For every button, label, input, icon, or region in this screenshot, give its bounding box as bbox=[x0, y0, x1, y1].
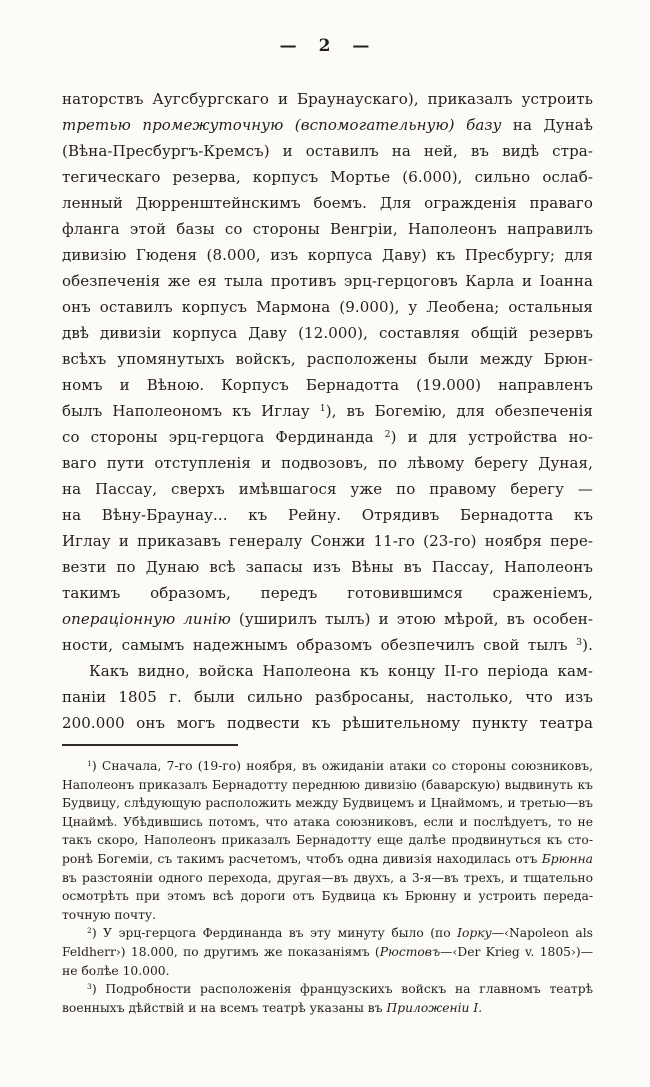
text-segment: тегическаго резерва, корпусъ Мортье (6.000), сильно ослаб- bbox=[62, 168, 593, 186]
text-segment: фланга этой базы со стороны Венгріи, Наполеонъ направилъ bbox=[62, 220, 593, 238]
body-text-line bbox=[62, 112, 593, 138]
footnote-line bbox=[62, 962, 593, 981]
body-text-line bbox=[62, 528, 593, 554]
text-segment: Наполеонъ приказалъ Бернадотту переднюю дивизію (баварскую) выдвинуть къ bbox=[62, 777, 593, 792]
text-segment: наторствъ Аугсбургскаго и Браунаускаго), приказалъ устроить bbox=[62, 90, 593, 108]
text-segment: такъ скоро, Наполеонъ приказалъ Бернадотту еще далѣе продвинуться къ сто- bbox=[62, 833, 593, 848]
footnote-line bbox=[62, 906, 593, 925]
text-segment: ). bbox=[582, 636, 593, 654]
text-segment: дивизію Гюденя (8.000, изъ корпуса Даву) къ Пресбургу; для bbox=[62, 246, 593, 264]
text-segment: (уширилъ тылъ) и этою мѣрой, въ особен- bbox=[230, 610, 593, 628]
text-segment: Иглау и приказавъ генералу Сонжи 11-го (23-го) ноября пере- bbox=[62, 532, 593, 550]
text-segment: ленный Дюрренштейнскимъ боемъ. Для огражденія праваго bbox=[62, 194, 593, 212]
text-segment: онъ оставилъ корпусъ Мармона (9.000), у Леобена; остальныя bbox=[62, 298, 593, 316]
text-segment: былъ Наполеономъ къ Иглау bbox=[62, 402, 320, 420]
body-text-line bbox=[62, 164, 593, 190]
text-segment: везти по Дунаю всѣ запасы изъ Вѣны въ Пассау, Наполеонъ bbox=[62, 558, 593, 576]
text-segment: обезпеченія же ея тыла противъ эрц-герцоговъ Карла и Іоанна bbox=[62, 272, 593, 290]
text-segment: Іорку bbox=[457, 926, 492, 941]
body-text-line bbox=[62, 242, 593, 268]
text-segment: 200.000 онъ могъ подвести къ рѣшительному пункту театра bbox=[62, 714, 593, 732]
body-text-line bbox=[62, 346, 593, 372]
body-text-line bbox=[62, 606, 593, 632]
footnote-line bbox=[62, 813, 593, 832]
text-segment: военныхъ дѣйствій и на всемъ театрѣ указаны въ bbox=[62, 1000, 387, 1015]
body-text-line bbox=[62, 710, 593, 736]
footnote-reference: 1 bbox=[87, 758, 92, 768]
text-segment: точную почту. bbox=[62, 907, 157, 922]
text-segment: на Пассау, сверхъ имѣвшагося уже по правому берегу — bbox=[62, 480, 593, 498]
body-text-line bbox=[62, 424, 593, 450]
text-segment: ронѣ Богеміи, съ такимъ расчетомъ, чтобъ одна дивизія находилась отъ bbox=[62, 851, 542, 866]
body-text-line bbox=[62, 580, 593, 606]
body-text-line bbox=[62, 216, 593, 242]
text-segment: (Вѣна-Пресбургъ-Кремсъ) и оставилъ на ней, въ видѣ стра- bbox=[62, 142, 593, 160]
footnote-line bbox=[62, 999, 593, 1018]
footnote-line bbox=[62, 757, 593, 776]
text-segment: ваго пути отступленія и подвозовъ, по лѣвому берегу Дуная, bbox=[62, 454, 593, 472]
text-segment: Приложеніи I. bbox=[386, 1000, 483, 1015]
page-number: — 2 — bbox=[279, 36, 371, 56]
text-segment: ) и для устройства но- bbox=[390, 428, 593, 446]
text-segment: ) У эрц-герцога Фердинанда въ эту минуту было (по bbox=[91, 926, 458, 941]
footnote-reference: 3 bbox=[576, 636, 583, 648]
text-segment: на Вѣну-Браунау... къ Рейну. Отрядивъ Бернадотта къ bbox=[62, 506, 593, 524]
body-text-line bbox=[62, 320, 593, 346]
text-segment: ности, самымъ надежнымъ образомъ обезпечилъ свой тылъ bbox=[62, 636, 577, 654]
text-segment: операціонную линію bbox=[62, 610, 231, 628]
body-text-line bbox=[62, 554, 593, 580]
text-segment: такимъ образомъ, передъ готовившимся сраженіемъ, bbox=[62, 584, 593, 602]
text-segment: осмотрѣть при этомъ всѣ дороги отъ Будвица къ Брюнну и устроить переда- bbox=[62, 889, 593, 904]
text-segment: Цнаймѣ. Убѣдившись потомъ, что атака союзниковъ, если и послѣдуетъ, то не bbox=[62, 814, 593, 829]
body-text-line bbox=[62, 450, 593, 476]
text-segment: —‹Der Krieg v. 1805›)— bbox=[440, 944, 593, 959]
footnote-line bbox=[62, 887, 593, 906]
text-segment: —‹Napoleon als bbox=[491, 926, 593, 941]
body-text-line bbox=[62, 632, 593, 658]
footnote-reference: 3 bbox=[87, 981, 92, 991]
text-segment: не болѣе 10.000. bbox=[62, 963, 170, 978]
text-segment: третью промежуточную (вспомогательную) базу bbox=[62, 116, 502, 134]
body-text-line bbox=[62, 86, 593, 112]
text-segment: Брюнна bbox=[541, 851, 593, 866]
body-text-line bbox=[62, 372, 593, 398]
body-text-line bbox=[62, 190, 593, 216]
footnote-reference: 1 bbox=[319, 402, 326, 414]
footnote-line bbox=[62, 831, 593, 850]
text-segment: Feldherr›) 18.000, по другимъ же показаніямъ ( bbox=[62, 944, 380, 959]
footnote-line bbox=[62, 794, 593, 813]
body-text-line bbox=[62, 268, 593, 294]
text-segment: въ разстояніи одного перехода, другая—въ двухъ, а 3-я—въ трехъ, и тщательно bbox=[62, 870, 593, 885]
body-text-line bbox=[62, 294, 593, 320]
body-text-line bbox=[62, 658, 593, 684]
body-text-line bbox=[62, 138, 593, 164]
footnote-line bbox=[62, 850, 593, 869]
body-text-line bbox=[62, 476, 593, 502]
text-segment: ) Подробности расположенія французскихъ войскъ на главномъ театрѣ bbox=[91, 982, 593, 997]
footnotes-block bbox=[62, 757, 593, 1017]
footnote-reference: 2 bbox=[384, 428, 391, 440]
text-segment: Рюстовъ bbox=[379, 944, 441, 959]
body-text-line bbox=[62, 502, 593, 528]
footnote-line bbox=[62, 776, 593, 795]
text-segment: всѣхъ упомянутыхъ войскъ, расположены были между Брюн- bbox=[62, 350, 593, 368]
body-text-line bbox=[62, 684, 593, 710]
text-segment: ), въ Богемію, для обезпеченія bbox=[325, 402, 593, 420]
footnote-line bbox=[62, 869, 593, 888]
text-segment: паніи 1805 г. были сильно разбросаны, настолько, что изъ bbox=[62, 688, 593, 706]
text-segment: двѣ дивизіи корпуса Даву (12.000), составляя общій резервъ bbox=[62, 324, 593, 342]
text-segment: номъ и Вѣною. Корпусъ Бернадотта (19.000) направленъ bbox=[62, 376, 593, 394]
footnote-line bbox=[62, 943, 593, 962]
text-segment: Будвицу, слѣдующую расположить между Будвицемъ и Цнаймомъ, и третью—въ bbox=[62, 796, 593, 811]
text-segment: ) Сначала, 7-го (19-го) ноября, въ ожиданіи атаки со стороны союзниковъ, bbox=[91, 759, 593, 773]
body-text-line bbox=[62, 398, 593, 424]
footnote-reference: 2 bbox=[87, 926, 92, 936]
text-segment: Какъ видно, войска Наполеона къ концу II-го періода кам- bbox=[89, 662, 593, 680]
text-segment: на Дунаѣ bbox=[501, 116, 593, 134]
footnote-separator bbox=[62, 744, 238, 746]
footnote-line bbox=[62, 980, 593, 999]
text-segment: со стороны эрц-герцога Фердинанда bbox=[62, 428, 385, 446]
footnote-line bbox=[62, 924, 593, 943]
main-text-block bbox=[62, 86, 593, 736]
